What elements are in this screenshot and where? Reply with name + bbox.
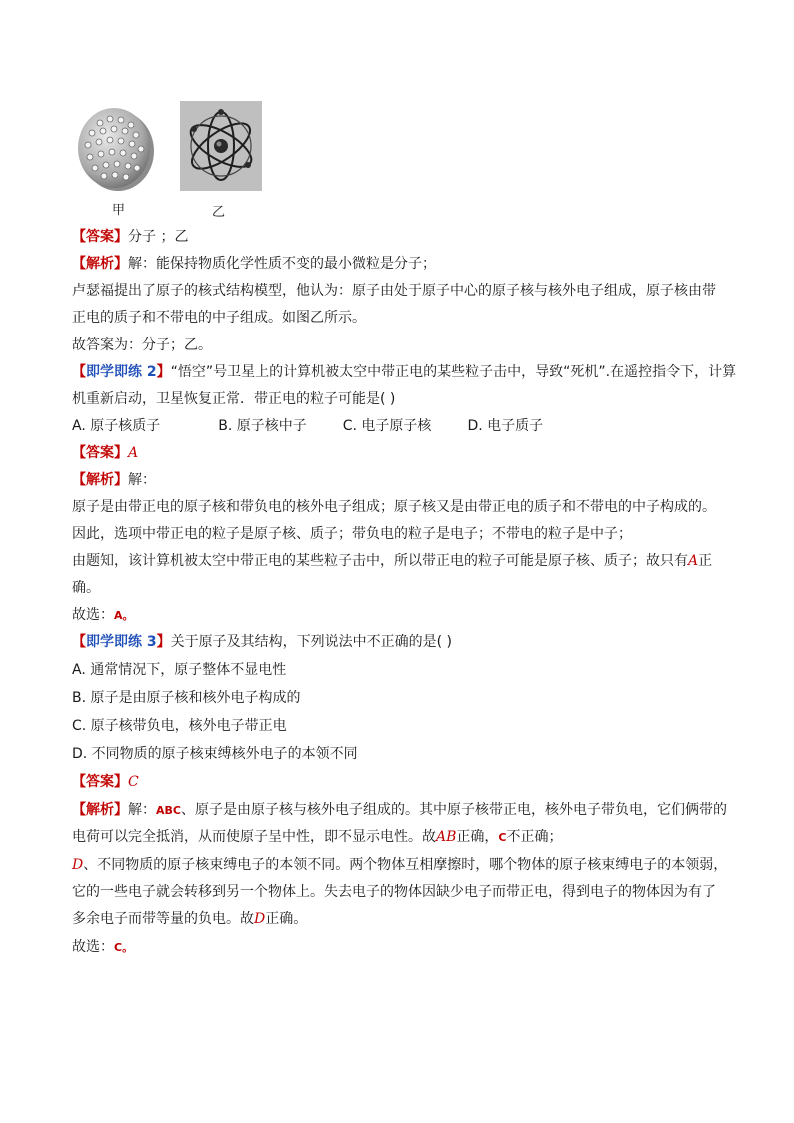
- q1-analysis-line: [72, 254, 436, 274]
- analysis-tag: 【解析】: [72, 802, 128, 818]
- q3-stem: [72, 632, 452, 652]
- q2-final-answer: 故选：A。: [72, 607, 134, 623]
- figure-group: [74, 101, 274, 221]
- practice-tag: 【即学即练 3】: [72, 634, 171, 650]
- q3-analysis-line-5: 多余电子而带等量的负电。故D正确。: [72, 911, 308, 927]
- q1-analysis-line-3: 正电的质子和不带电的中子组成。如图乙所示。: [72, 310, 366, 326]
- q2-analysis-line-4: 确。: [72, 580, 100, 596]
- q3-analysis-line-4: 它的一些电子就会转移到另一个物体上。失去电子的物体因缺少电子而带正电，得到电子的物体因为有了: [72, 884, 716, 900]
- analysis-text: 解：能保持物质化学性质不变的最小微粒是分子；: [128, 256, 436, 272]
- q2-stem-line-2: 机重新启动，卫星恢复正常．带正电的粒子可能是( ): [72, 391, 396, 407]
- q2-stem-line-1: [72, 362, 736, 382]
- practice-tag: 【即学即练 2】: [72, 364, 171, 380]
- nuclear-atom-model-image: [180, 101, 262, 191]
- q2-option-d: D. 电子质子: [467, 418, 544, 434]
- q1-analysis-line-2: 卢瑟福提出了原子的核式结构模型，他认为：原子由处于原子中心的原子核与核外电子组成，原子核由带: [72, 283, 716, 299]
- q2-answer-line: [72, 443, 138, 463]
- q2-option-a: A. 原子核质子: [72, 418, 161, 434]
- q3-stem-text: 关于原子及其结构，下列说法中不正确的是( ): [170, 634, 452, 650]
- q3-option-b: B. 原子是由原子核和核外电子构成的: [72, 690, 301, 706]
- q3-option-d: D. 不同物质的原子核束缚核外电子的本领不同: [72, 746, 358, 762]
- answer-tag: 【答案】: [72, 445, 128, 461]
- q2-analysis-line: [72, 470, 156, 490]
- q2-stem-text: “悟空”号卫星上的计算机被太空中带正电的某些粒子击中，导致“死机”.在遥控指令下，计算: [170, 364, 737, 380]
- q3-option-a: A. 通常情况下，原子整体不显电性: [72, 662, 287, 678]
- q2-analysis-line-2: 因此，选项中带正电的粒子是原子核、质子；带负电的粒子是电子；不带电的粒子是中子；: [72, 526, 632, 542]
- analysis-head: 解：: [128, 472, 156, 488]
- answer-value: 分子 ；乙: [128, 229, 189, 245]
- q2-analysis-line-3: 由题知，该计算机被太空中带正电的某些粒子击中，所以带正电的粒子可能是原子核、质子；故只有A正: [72, 553, 713, 569]
- q3-analysis-line-3: D、不同物质的原子核束缚电子的本领不同。两个物体互相摩擦时，哪个物体的原子核束缚电子的本领弱，: [72, 857, 728, 873]
- q3-analysis-line: 【解析】解：ABC、原子是由原子核与核外电子组成的。其中原子核带正电，核外电子带负电，它们俩带的: [72, 802, 727, 818]
- answer-tag: 【答案】: [72, 229, 128, 245]
- figure-caption-jia: 甲: [112, 203, 126, 218]
- analysis-tag: 【解析】: [72, 256, 128, 272]
- q2-option-b: B. 原子核中子: [218, 418, 307, 434]
- q3-option-c: C. 原子核带负电，核外电子带正电: [72, 718, 287, 734]
- q2-options: [72, 416, 543, 436]
- q1-answer-line: [72, 227, 188, 247]
- q1-final-answer: 故答案为：分子；乙。: [72, 337, 212, 353]
- answer-value: A: [128, 445, 139, 461]
- q2-analysis-line-1: 原子是由带正电的原子核和带负电的核外电子组成；原子核又是由带正电的质子和不带电的中子构成的。: [72, 499, 716, 515]
- q2-option-c: C. 电子原子核: [342, 418, 432, 434]
- plum-pudding-model-image: [74, 105, 156, 193]
- q3-final-answer: 故选：C。: [72, 939, 134, 955]
- analysis-tag: 【解析】: [72, 472, 128, 488]
- answer-tag: 【答案】: [72, 774, 128, 790]
- answer-value: C: [128, 774, 139, 790]
- q3-answer-line: [72, 772, 139, 792]
- figure-caption-yi: 乙: [212, 205, 226, 220]
- q3-analysis-line-2: 电荷可以完全抵消，从而使原子呈中性，即不显示电性。故AB正确，C不正确；: [72, 829, 563, 845]
